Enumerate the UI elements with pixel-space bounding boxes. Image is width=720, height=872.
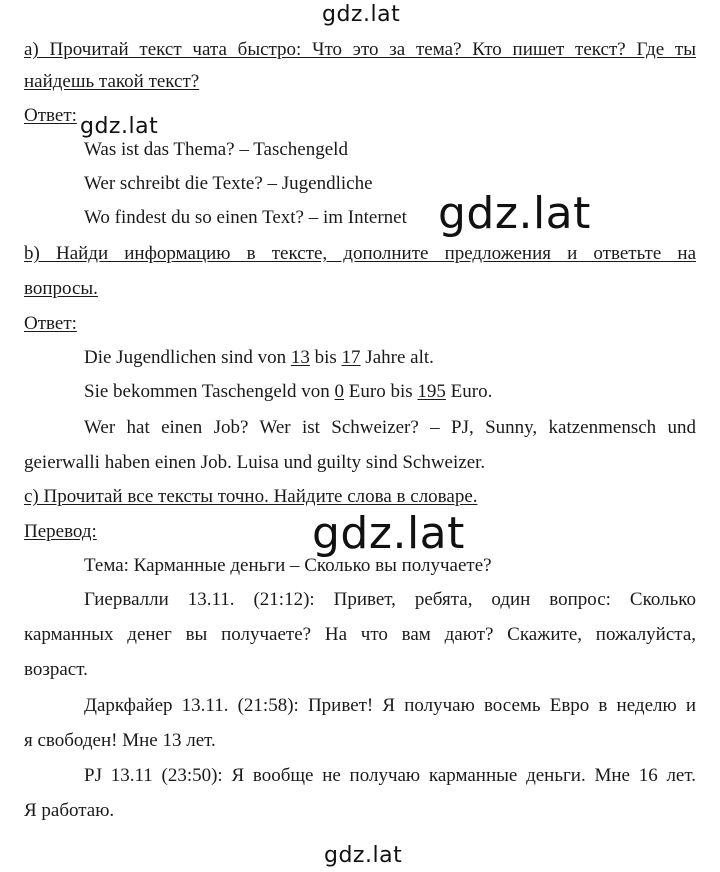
question-c: с) Прочитай все тексты точно. Найдите слова в словаре. — [24, 486, 478, 507]
filled-value: 0 — [334, 381, 345, 402]
answer-b-sentence-3-line2: geierwalli haben einen Job. Luisa und guilty sind Schweizer. — [24, 452, 486, 473]
translation-p3-line2: Я работаю. — [24, 800, 115, 821]
translation-p1-line1: Гиервалли 13.11. (21:12): Привет, ребята, один вопрос: Сколько — [84, 589, 696, 610]
question-a-line1: а) Прочитай текст чата быстро: Что это за тема? Кто пишет текст? Где ты — [24, 39, 696, 60]
filled-value: 17 — [341, 347, 361, 368]
sentence-text: Jahre alt. — [360, 347, 434, 368]
sentence-text: Euro. — [445, 381, 493, 402]
watermark-bottom: gdz.lat — [324, 843, 403, 868]
watermark-mid: gdz.lat — [312, 508, 465, 559]
translation-label: Перевод: — [24, 521, 97, 542]
translation-p3-line1: PJ 13.11 (23:50): Я вообще не получаю карманные деньги. Мне 16 лет. — [84, 765, 696, 786]
translation-p2-line1: Даркфайер 13.11. (21:58): Привет! Я получаю восемь Евро в неделю и — [84, 695, 696, 716]
answer-b-sentence-3-line1: Wer hat einen Job? Wer ist Schweizer? – PJ, Sunny, katzenmensch und — [84, 417, 696, 438]
sentence-text: Die Jugendlichen sind von — [84, 347, 291, 368]
answer-a-3: Wo findest du so einen Text? – im Internet — [84, 207, 407, 228]
translation-topic: Тема: Карманные деньги – Сколько вы получаете? — [84, 555, 492, 576]
answer-label-a: Ответ: — [24, 105, 77, 126]
translation-p1-line2: карманных денег вы получаете? На что вам дают? Скажите, пожалуйста, — [24, 624, 696, 645]
watermark-top: gdz.lat — [322, 2, 401, 27]
watermark-big-right: gdz.lat — [438, 188, 591, 239]
answer-b-sentence-2 — [84, 380, 492, 404]
answer-a-1: Was ist das Thema? – Taschengeld — [84, 139, 348, 160]
translation-p1-line3: возраст. — [24, 659, 88, 680]
filled-value: 195 — [417, 381, 446, 402]
question-b-line2: вопросы. — [24, 278, 98, 299]
sentence-text: Euro bis — [344, 381, 418, 402]
translation-p2-line2: я свободен! Мне 13 лет. — [24, 730, 216, 751]
watermark-answer-a: gdz.lat — [80, 114, 159, 139]
question-b-line1: b) Найди информацию в тексте, дополните предложения и ответьте на — [24, 243, 696, 264]
answer-label-b: Ответ: — [24, 313, 77, 334]
filled-value: 13 — [290, 347, 310, 368]
answer-a-2: Wer schreibt die Texte? – Jugendliche — [84, 173, 373, 194]
answer-b-sentence-1 — [84, 346, 434, 370]
question-a-line2: найдешь такой текст? — [24, 71, 200, 92]
sentence-text: Sie bekommen Taschengeld von — [84, 381, 335, 402]
sentence-text: bis — [309, 347, 342, 368]
